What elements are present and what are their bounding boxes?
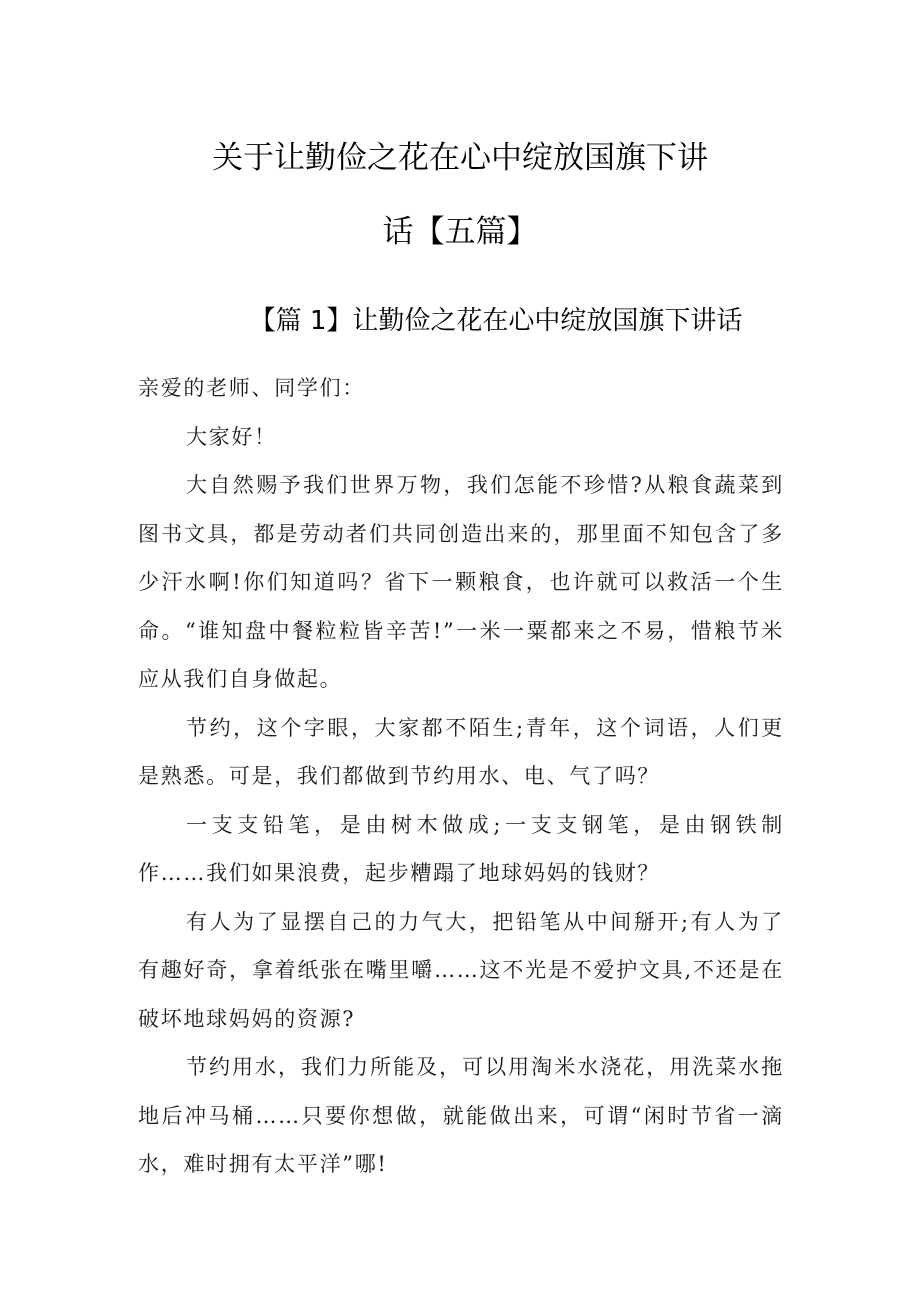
document-title-line-2: 话【五篇】 [382,214,538,250]
section-heading: 【篇 1】让勤俭之花在心中绽放国旗下讲话 [249,306,743,336]
body-paragraph: 大自然赐予我们世界万物，我们怎能不珍惜?从粮食蔬菜到图书文具，都是劳动者们共同创造出来的，那里面不知包含了多少汗水啊!你们知道吗？省下一颗粮食，也许就可以救活一个生命。“谁知盘中餐粒粒皆辛苦!”一米一粟都来之不易，惜粮节米应从我们自身做起。 [138,473,784,691]
body-paragraph: 节约用水，我们力所能及，可以用淘米水浇花，用洗菜水拖地后冲马桶……只要你想做，就能做出来，可谓“闲时节省一滴水，难时拥有太平洋”哪! [138,1055,784,1176]
salutation-paragraph: 亲爱的老师、同学们： [138,376,365,400]
body-paragraph: 节约，这个字眼，大家都不陌生;青年，这个词语，人们更是熟悉。可是，我们都做到节约用水、电、气了吗？ [138,715,784,788]
body-paragraph: 一支支铅笔，是由树木做成;一支支钢笔，是由钢铁制作……我们如果浪费，起步糟蹋了地球妈妈的钱财？ [138,812,784,885]
greeting-paragraph: 大家好！ [186,424,277,449]
document-body [138,364,784,1189]
body-paragraph: 有人为了显摆自己的力气大，把铅笔从中间掰开;有人为了有趣好奇，拿着纸张在嘴里嚼……这不光是不爱护文具,不还是在破坏地球妈妈的资源? [138,909,784,1031]
document-title-line-1: 关于让勤俭之花在心中绽放国旗下讲 [212,140,708,176]
